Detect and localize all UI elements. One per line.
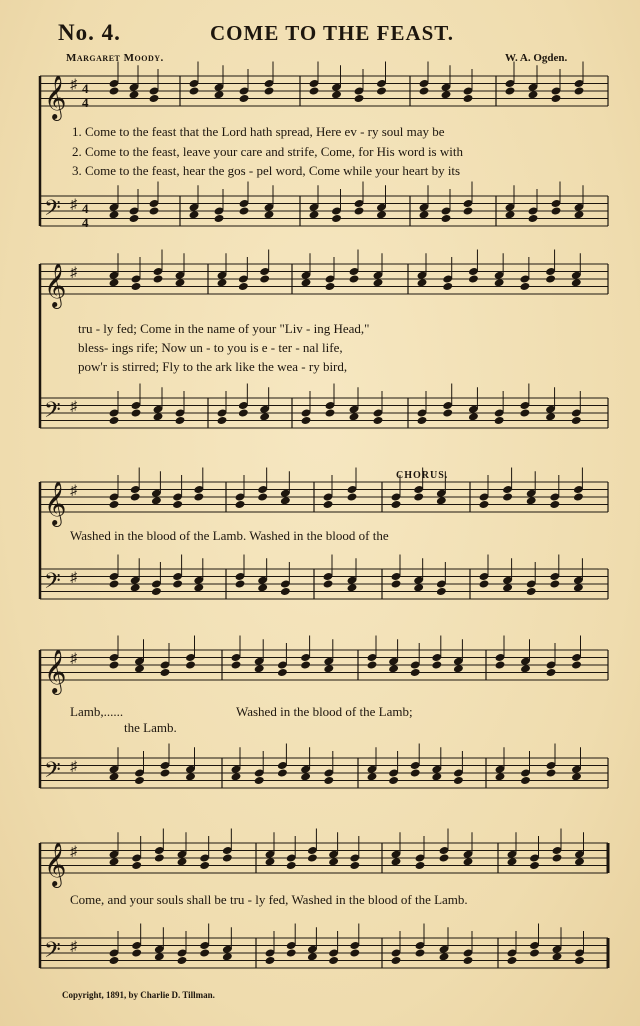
key-signature-icon: ♯ bbox=[70, 77, 77, 93]
notehead bbox=[172, 500, 183, 509]
notehead bbox=[131, 282, 142, 291]
notehead bbox=[571, 660, 582, 669]
treble-clef-icon: 𝄞 bbox=[44, 649, 67, 693]
notehead bbox=[463, 956, 474, 965]
notehead bbox=[280, 587, 291, 596]
notehead bbox=[507, 956, 518, 965]
notehead bbox=[239, 94, 250, 103]
notehead bbox=[109, 86, 120, 95]
notehead bbox=[277, 768, 288, 777]
notehead bbox=[328, 956, 339, 965]
verse-1-line-1: 1. Come to the feast that the Lord hath spread, Here ev - ry soul may be bbox=[72, 124, 445, 139]
notehead bbox=[214, 214, 225, 223]
notehead bbox=[109, 956, 120, 965]
notehead bbox=[254, 776, 265, 785]
notehead bbox=[529, 948, 540, 957]
key-signature-icon: ♯ bbox=[70, 399, 77, 415]
notehead bbox=[323, 776, 334, 785]
notehead bbox=[154, 853, 165, 862]
notehead bbox=[373, 416, 384, 425]
notehead bbox=[431, 660, 442, 669]
chorus-line-3: Come, and your souls shall be tru - ly fed, Washed in the blood of the Lamb. bbox=[70, 892, 468, 907]
notehead bbox=[545, 274, 556, 283]
notehead bbox=[453, 776, 464, 785]
notehead bbox=[415, 948, 426, 957]
key-signature-icon: ♯ bbox=[70, 483, 77, 499]
notehead bbox=[367, 660, 378, 669]
notehead bbox=[520, 776, 531, 785]
notehead bbox=[325, 408, 336, 417]
notehead bbox=[199, 861, 210, 870]
composer-credit: W. A. Ogden. bbox=[505, 52, 568, 64]
notehead bbox=[160, 668, 171, 677]
notehead bbox=[551, 94, 562, 103]
notehead bbox=[505, 86, 516, 95]
notehead bbox=[468, 274, 479, 283]
notehead bbox=[529, 861, 540, 870]
notehead bbox=[325, 282, 336, 291]
chorus-line-2-upper: Lamb,...... bbox=[70, 704, 124, 719]
notehead bbox=[149, 206, 160, 215]
notehead bbox=[479, 579, 490, 588]
notehead bbox=[238, 282, 249, 291]
notehead bbox=[463, 206, 474, 215]
notehead bbox=[442, 408, 453, 417]
notehead bbox=[239, 206, 250, 215]
notehead bbox=[301, 416, 312, 425]
notehead bbox=[463, 94, 474, 103]
verse-2-line-2: bless- ings rife; Now un - to you is e - ter - nal life, bbox=[78, 340, 343, 355]
notehead bbox=[109, 579, 120, 588]
notehead bbox=[410, 668, 421, 677]
notehead bbox=[193, 492, 204, 501]
notehead bbox=[413, 492, 424, 501]
notehead bbox=[131, 408, 142, 417]
notehead bbox=[130, 492, 141, 501]
notehead bbox=[331, 214, 342, 223]
notehead bbox=[391, 579, 402, 588]
bass-clef-icon: 𝄢 bbox=[44, 568, 61, 599]
treble-clef-icon: 𝄞 bbox=[44, 842, 67, 886]
bass-clef-icon: 𝄢 bbox=[44, 195, 61, 226]
notehead bbox=[259, 274, 270, 283]
notehead bbox=[354, 206, 365, 215]
notehead bbox=[354, 94, 365, 103]
key-signature-icon: ♯ bbox=[70, 570, 77, 586]
notehead bbox=[479, 500, 490, 509]
treble-clef-icon: 𝄞 bbox=[44, 481, 67, 525]
notehead bbox=[222, 853, 233, 862]
hymn-title: COME TO THE FEAST. bbox=[210, 21, 455, 45]
time-signature: 4 bbox=[82, 201, 89, 216]
notehead bbox=[574, 956, 585, 965]
notehead bbox=[307, 853, 318, 862]
time-signature: 4 bbox=[82, 81, 89, 96]
notehead bbox=[552, 853, 563, 862]
key-signature-icon: ♯ bbox=[70, 651, 77, 667]
time-signature: 4 bbox=[82, 95, 89, 110]
key-signature-icon: ♯ bbox=[70, 265, 77, 281]
notehead bbox=[574, 86, 585, 95]
notehead bbox=[153, 274, 164, 283]
key-signature-icon: ♯ bbox=[70, 844, 77, 860]
notehead bbox=[573, 492, 584, 501]
chorus-line-2-lower: the Lamb. bbox=[124, 720, 177, 735]
notehead bbox=[286, 948, 297, 957]
notehead bbox=[419, 86, 430, 95]
notehead bbox=[494, 416, 505, 425]
notehead bbox=[417, 416, 428, 425]
notehead bbox=[502, 492, 513, 501]
notehead bbox=[286, 861, 297, 870]
chorus-label: CHORUS. bbox=[396, 470, 449, 481]
notehead bbox=[349, 948, 360, 957]
notehead bbox=[349, 274, 360, 283]
notehead bbox=[376, 86, 387, 95]
notehead bbox=[238, 408, 249, 417]
key-signature-icon: ♯ bbox=[70, 197, 77, 213]
notehead bbox=[495, 660, 506, 669]
hymn-number: No. 4. bbox=[58, 20, 121, 45]
notehead bbox=[526, 587, 537, 596]
notehead bbox=[129, 214, 140, 223]
copyright-notice: Copyright, 1891, by Charlie D. Tillman. bbox=[62, 990, 215, 1000]
notehead bbox=[134, 776, 145, 785]
verse-3-line-2: pow'r is stirred; Fly to the ark like the wea - ry bird, bbox=[78, 359, 348, 374]
notehead bbox=[217, 416, 228, 425]
notehead bbox=[177, 956, 188, 965]
bass-clef-icon: 𝄢 bbox=[44, 757, 61, 788]
notehead bbox=[347, 492, 358, 501]
notehead bbox=[519, 282, 530, 291]
notehead bbox=[149, 94, 160, 103]
notehead bbox=[439, 853, 450, 862]
notehead bbox=[323, 500, 334, 509]
notehead bbox=[519, 408, 530, 417]
notehead bbox=[549, 500, 560, 509]
key-signature-icon: ♯ bbox=[70, 939, 77, 955]
notehead bbox=[175, 416, 186, 425]
notehead bbox=[277, 668, 288, 677]
notehead bbox=[131, 861, 142, 870]
notehead bbox=[309, 86, 320, 95]
notehead bbox=[109, 500, 120, 509]
notehead bbox=[349, 861, 360, 870]
notehead bbox=[235, 500, 246, 509]
lyricist-credit: Margaret Moody. bbox=[66, 52, 164, 64]
treble-clef-icon: 𝄞 bbox=[44, 75, 67, 119]
notehead bbox=[415, 861, 426, 870]
notehead bbox=[231, 660, 242, 669]
notehead bbox=[571, 416, 582, 425]
notehead bbox=[189, 86, 200, 95]
notehead bbox=[546, 668, 557, 677]
notehead bbox=[199, 948, 210, 957]
notehead bbox=[441, 214, 452, 223]
notehead bbox=[264, 86, 275, 95]
notehead bbox=[391, 500, 402, 509]
bass-clef-icon: 𝄢 bbox=[44, 937, 61, 968]
notehead bbox=[257, 492, 268, 501]
notehead bbox=[300, 660, 311, 669]
verse-2-line-1: 2. Come to the feast, leave your care and strife, Come, for His word is with bbox=[72, 144, 463, 159]
notehead bbox=[551, 206, 562, 215]
notehead bbox=[131, 948, 142, 957]
treble-clef-icon: 𝄞 bbox=[44, 263, 67, 307]
notehead bbox=[109, 416, 120, 425]
notehead bbox=[185, 660, 196, 669]
notehead bbox=[151, 587, 162, 596]
notehead bbox=[528, 214, 539, 223]
notehead bbox=[388, 776, 399, 785]
notehead bbox=[436, 587, 447, 596]
notehead bbox=[265, 956, 276, 965]
key-signature-icon: ♯ bbox=[70, 759, 77, 775]
bass-clef-icon: 𝄢 bbox=[44, 397, 61, 428]
notehead bbox=[235, 579, 246, 588]
notehead bbox=[109, 660, 120, 669]
verse-1-line-2: tru - ly fed; Come in the name of your "Liv - ing Head," bbox=[78, 321, 370, 336]
notehead bbox=[410, 768, 421, 777]
chorus-line-1: Washed in the blood of the Lamb. Washed in the blood of the bbox=[70, 528, 389, 543]
notehead bbox=[391, 956, 402, 965]
notehead bbox=[546, 768, 557, 777]
notehead bbox=[172, 579, 183, 588]
notehead bbox=[323, 579, 334, 588]
notehead bbox=[442, 282, 453, 291]
notehead bbox=[160, 768, 171, 777]
verse-3-line-1: 3. Come to the feast, hear the gos - pel word, Come while your heart by its bbox=[72, 163, 461, 178]
notehead bbox=[549, 579, 560, 588]
chorus-line-2-main: Washed in the blood of the Lamb; bbox=[236, 704, 413, 719]
time-signature: 4 bbox=[82, 215, 89, 230]
